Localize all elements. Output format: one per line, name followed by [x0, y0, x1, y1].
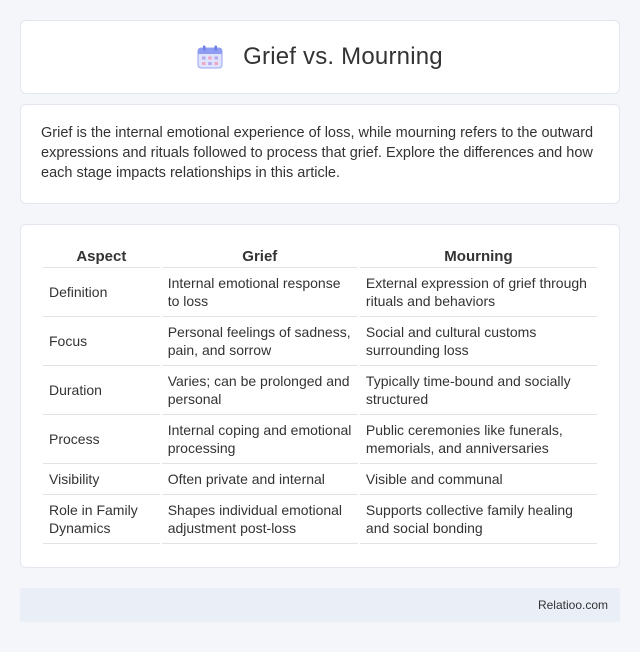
table-row	[43, 317, 597, 366]
footer-brand: Relatioo.com	[537, 598, 608, 612]
intro-text: Grief is the internal emotional experience of loss, while mourning refers to the outward expressions and rituals followed to process that grief. Explore the differences and how each stage impacts relationships in this article.	[41, 125, 594, 181]
aspect-cell: Definition	[43, 268, 160, 317]
table-row	[43, 495, 597, 544]
title-card	[20, 20, 620, 94]
grief-cell: Often private and internal	[162, 464, 358, 495]
mourning-cell: External expression of grief through rituals and behaviors	[360, 268, 597, 317]
grief-cell: Personal feelings of sadness, pain, and sorrow	[162, 317, 358, 366]
grief-cell: Internal coping and emotional processing	[162, 415, 358, 464]
mourning-cell: Visible and communal	[360, 464, 597, 495]
comparison-table	[41, 245, 599, 544]
table-row	[43, 415, 597, 464]
grief-cell: Internal emotional response to loss	[162, 268, 358, 317]
comparison-card	[20, 224, 620, 568]
aspect-cell: Role in Family Dynamics	[43, 495, 160, 544]
header-aspect: Aspect	[43, 245, 160, 268]
header-grief: Grief	[162, 245, 358, 268]
intro-card	[20, 104, 620, 204]
table-header-row	[43, 245, 597, 268]
aspect-cell: Duration	[43, 366, 160, 415]
header-mourning: Mourning	[360, 245, 597, 268]
table-row	[43, 268, 597, 317]
calendar-icon	[197, 45, 223, 69]
page-title: Grief vs. Mourning	[243, 43, 443, 70]
grief-cell: Shapes individual emotional adjustment post-loss	[162, 495, 358, 544]
mourning-cell: Social and cultural customs surrounding loss	[360, 317, 597, 366]
table-row	[43, 464, 597, 495]
aspect-cell: Process	[43, 415, 160, 464]
grief-cell: Varies; can be prolonged and personal	[162, 366, 358, 415]
mourning-cell: Public ceremonies like funerals, memorials, and anniversaries	[360, 415, 597, 464]
mourning-cell: Supports collective family healing and social bonding	[360, 495, 597, 544]
table-row	[43, 366, 597, 415]
aspect-cell: Visibility	[43, 464, 160, 495]
title-wrap	[197, 43, 443, 71]
mourning-cell: Typically time-bound and socially structured	[360, 366, 597, 415]
aspect-cell: Focus	[43, 317, 160, 366]
footer-bar	[20, 588, 620, 622]
